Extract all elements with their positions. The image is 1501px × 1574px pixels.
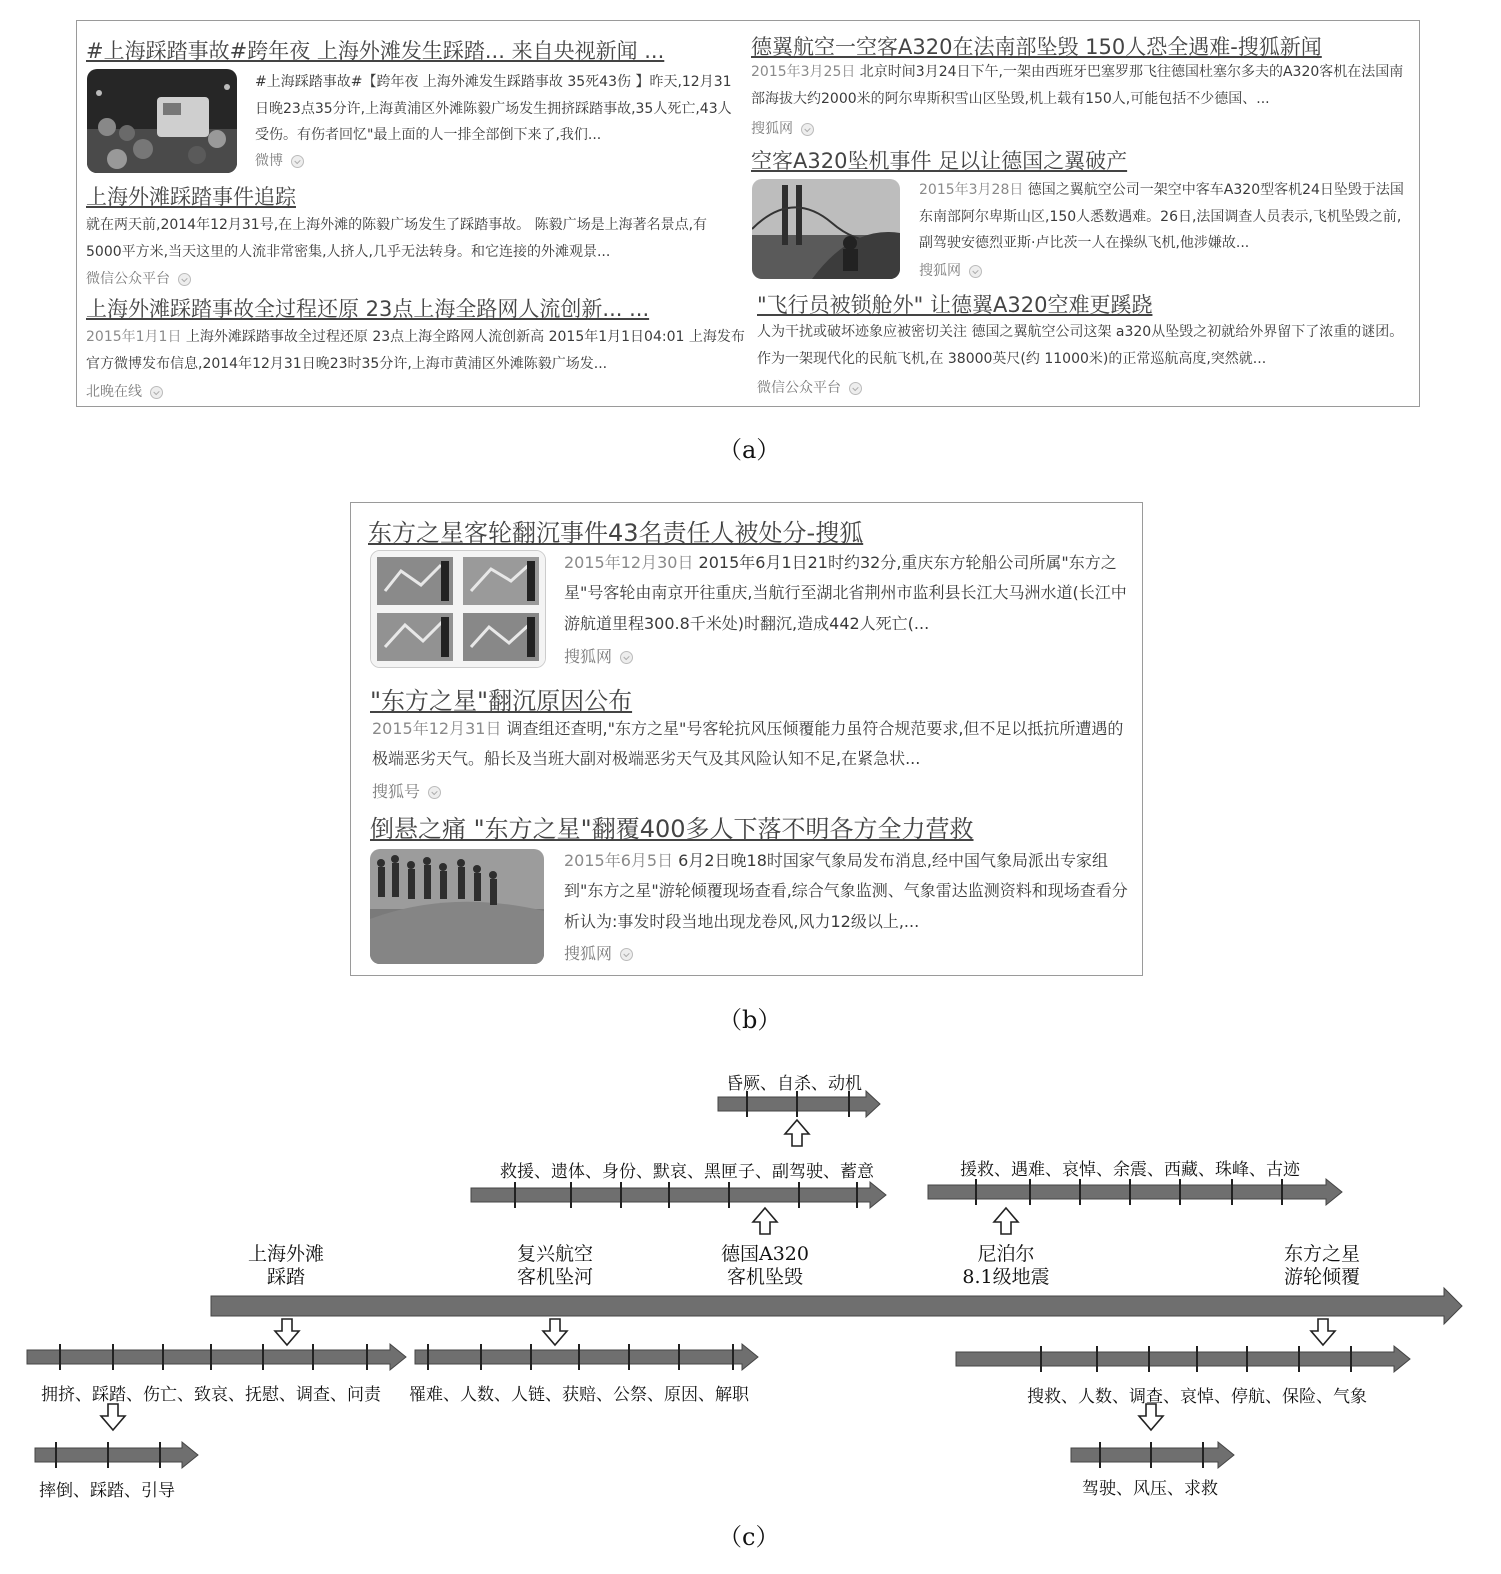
star-subtopic-arrow xyxy=(1071,1442,1234,1468)
snippet-text: 北京时间3月24日下午,一架由西班牙巴塞罗那飞往德国杜塞尔多夫的A320客机在法国南部海拔大约2000米的阿尔卑斯积雪山区坠毁,机上载有150人,可能包括不少德国、... xyxy=(751,64,1404,107)
source-name[interactable]: 搜狐网 xyxy=(919,263,961,279)
event-label-a320 xyxy=(721,1243,809,1289)
event-line-2: 客机坠河 xyxy=(516,1265,594,1288)
star-sub-link-arrow xyxy=(1139,1404,1163,1430)
result-title[interactable]: "飞行员被锁舱外" 让德翼A320空难更蹊跷 xyxy=(757,293,1153,317)
event-line-1: 复兴航空 xyxy=(516,1243,594,1265)
result-title[interactable]: 德翼航空一空客A320在法南部坠毁 150人恐全遇难-搜狐新闻 xyxy=(751,35,1322,59)
keywords-shanghai: 拥挤、踩踏、伤亡、致哀、抚慰、调查、问责 xyxy=(41,1385,381,1405)
result-date: 2015年12月31日 xyxy=(372,719,502,738)
shanghai-topic-arrow xyxy=(27,1344,406,1370)
source-name[interactable]: 搜狐网 xyxy=(564,944,613,963)
event-line-1: 东方之星 xyxy=(1283,1243,1361,1265)
result-title[interactable]: 上海外滩踩踏事件追踪 xyxy=(86,185,296,209)
keywords-eastern-star-sub: 驾驶、风压、求救 xyxy=(1082,1479,1218,1499)
event-line-1: 上海外滩 xyxy=(247,1243,325,1265)
result-date: 2015年6月5日 xyxy=(564,851,674,870)
result-title[interactable]: 东方之星客轮翻沉事件43名责任人被处分-搜狐 xyxy=(368,519,864,547)
keywords-fuxing: 罹难、人数、人链、获赔、公祭、原因、解职 xyxy=(409,1385,749,1405)
event-line-2: 客机坠毁 xyxy=(726,1265,803,1288)
main-timeline-arrow xyxy=(211,1288,1462,1324)
a320-subtopic-arrow xyxy=(718,1091,880,1117)
keywords-a320: 救援、遗体、身份、默哀、黑匣子、副驾驶、蓄意 xyxy=(500,1162,874,1182)
event-line-2: 游轮倾覆 xyxy=(1283,1265,1361,1288)
event-label-nepal xyxy=(962,1243,1049,1289)
a320-sub-link-arrow xyxy=(785,1120,809,1146)
result-title[interactable]: 空客A320坠机事件 足以让德国之翼破产 xyxy=(751,149,1128,173)
fuxing-link-arrow xyxy=(543,1319,567,1345)
result-title[interactable]: "东方之星"翻沉原因公布 xyxy=(370,687,633,715)
event-label-fuxing xyxy=(517,1243,593,1289)
fuxing-topic-arrow xyxy=(415,1344,758,1370)
source-name[interactable]: 北晚在线 xyxy=(86,384,142,400)
caption-a: （a） xyxy=(718,436,781,464)
result-date: 2015年1月1日 xyxy=(86,329,182,345)
a320-link-arrow xyxy=(753,1208,777,1234)
source-name[interactable]: 搜狐网 xyxy=(751,121,793,137)
keywords-shanghai-sub: 摔倒、踩踏、引导 xyxy=(39,1481,175,1501)
keywords-eastern-star: 搜救、人数、调查、哀悼、停航、保险、气象 xyxy=(1027,1387,1367,1407)
source-name[interactable]: 微信公众平台 xyxy=(757,380,841,396)
keywords-a320-sub: 昏厥、自杀、动机 xyxy=(726,1074,862,1094)
snippet-text: 德国之翼航空公司一架空中客车A320型客机24日坠毁于法国东南部阿尔卑斯山区,150人悉数遇难。26日,法国调查人员表示,飞机坠毁之前,副驾驶安德烈亚斯·卢比茨一人在操纵飞机,他涉嫌故... xyxy=(919,182,1404,252)
snippet-text: 6月2日晚18时国家气象局发布消息,经中国气象局派出专家组到"东方之星"游轮倾覆现场查看,综合气象监测、气象雷达监测资料和现场查看分析认为:事发时段当地出现龙卷风,风力12级以上,... xyxy=(564,851,1128,931)
snippet-text: 就在两天前,2014年12月31号,在上海外滩的陈毅广场发生了踩踏事故。 陈毅广场是上海著名景点,有5000平方米,当天这里的人流非常密集,人挤人,几乎无法转身。和它连接的外滩观景... xyxy=(86,217,708,260)
source-name[interactable]: 搜狐网 xyxy=(564,647,613,666)
source-name[interactable]: 微博 xyxy=(255,153,283,169)
snippet-text: 调查组还查明,"东方之星"号客轮抗风压倾覆能力虽符合规范要求,但不足以抵抗所遭遇的极端恶劣天气。船长及当班大副对极端恶劣天气及其风险认知不足,在紧急状... xyxy=(372,719,1124,769)
nepal-link-arrow xyxy=(994,1208,1018,1234)
caption-c: （c） xyxy=(718,1523,780,1551)
result-title[interactable]: 上海外滩踩踏事故全过程还原 23点上海全路网人流创新... ... xyxy=(86,297,650,321)
snippet-text: 2015年6月1日21时约32分,重庆东方轮船公司所属"东方之星"号客轮由南京开往重庆,当航行至湖北省荆州市监利县长江大马洲水道(长江中游航道里程300.8千米处)时翻沉,造成442人死亡(... xyxy=(564,553,1127,633)
result-date: 2015年3月28日 xyxy=(919,182,1024,198)
result-title[interactable]: 倒悬之痛 "东方之星"翻覆400多人下落不明各方全力营救 xyxy=(370,815,974,843)
a320-topic-arrow xyxy=(471,1182,886,1208)
shanghai-sub-link-arrow xyxy=(101,1404,125,1430)
snippet-text: 人为干扰或破坏迹象应被密切关注 德国之翼航空公司这架 a320从坠毁之初就给外界留下了浓重的谜团。作为一架现代化的民航飞机,在 38000英尺(约 11000米)的正常巡航高度,突然就... xyxy=(757,324,1404,367)
keywords-nepal: 援救、遇难、哀悼、余震、西藏、珠峰、古迹 xyxy=(960,1160,1300,1180)
caption-b: （b） xyxy=(718,1006,782,1034)
event-line-2: 踩踏 xyxy=(266,1265,306,1288)
result-date: 2015年3月25日 xyxy=(751,64,856,80)
result-date: 2015年12月30日 xyxy=(564,553,694,572)
event-line-2: 8.1级地震 xyxy=(962,1265,1050,1288)
event-label-eastern-star xyxy=(1284,1243,1360,1289)
nepal-topic-arrow xyxy=(928,1179,1342,1205)
shanghai-link-arrow xyxy=(275,1319,299,1345)
source-name[interactable]: 搜狐号 xyxy=(372,782,421,801)
event-line-1: 尼泊尔 xyxy=(977,1243,1035,1265)
shanghai-subtopic-arrow xyxy=(35,1442,198,1468)
result-title[interactable]: #上海踩踏事故#跨年夜 上海外滩发生踩踏... 来自央视新闻 ... xyxy=(86,39,665,63)
source-name[interactable]: 微信公众平台 xyxy=(86,271,170,287)
snippet-text: #上海踩踏事故#【跨年夜 上海外滩发生踩踏事故 35死43伤 】昨天,12月31日晚23点35分许,上海黄浦区外滩陈毅广场发生拥挤踩踏事故,35人死亡,43人受伤。有伤者回忆"最上面的人一排全部倒下来了,我们... xyxy=(255,74,732,144)
event-line-1: 德国A320 xyxy=(721,1243,809,1265)
star-link-arrow xyxy=(1311,1319,1335,1345)
event-label-shanghai xyxy=(248,1243,324,1289)
snippet-text: 上海外滩踩踏事故全过程还原 23点上海全路网人流创新高 2015年1月1日04:01 上海发布官方微博发布信息,2014年12月31日晚23时35分许,上海市黄浦区外滩陈毅广场发... xyxy=(86,329,745,372)
star-topic-arrow xyxy=(956,1346,1410,1372)
